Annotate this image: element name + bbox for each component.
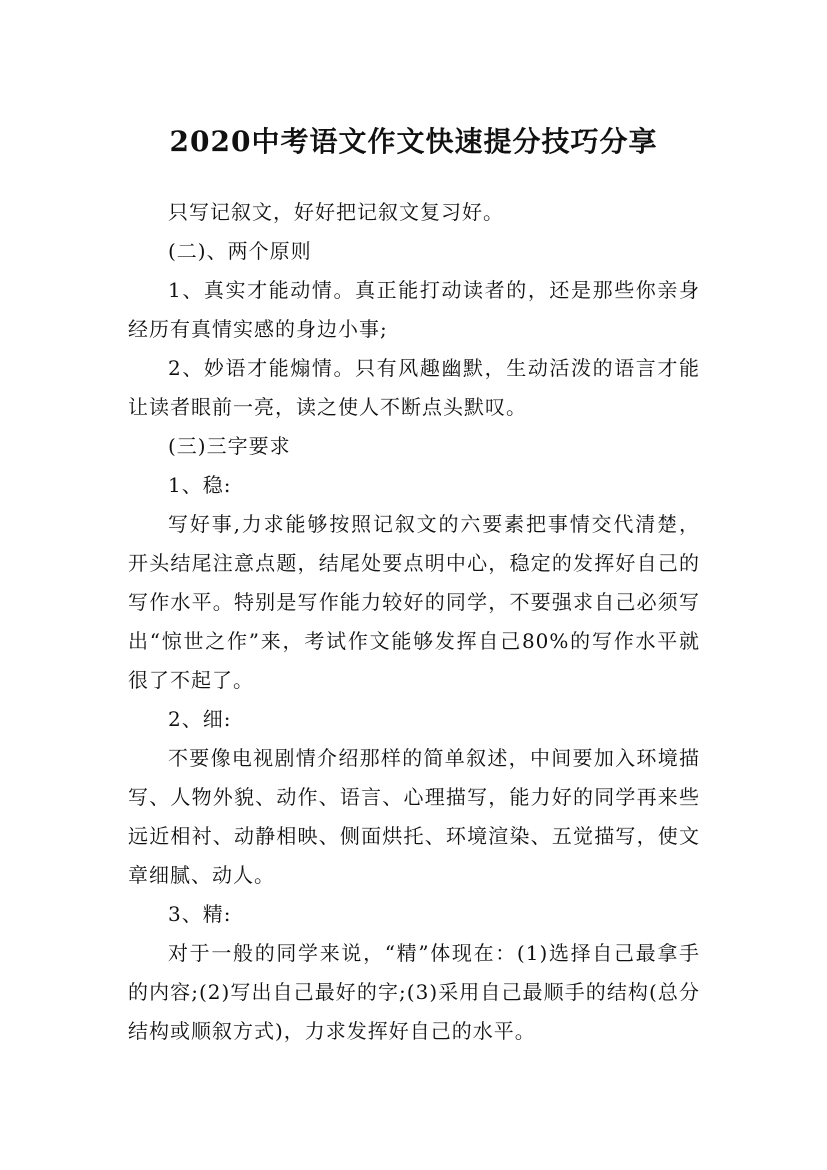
subheading-refined: 3、精:: [168, 902, 232, 926]
paragraph-refined: 对于一般的同学来说，“精”体现在：(1)选择自己最拿手的内容;(2)写出自己最好的字;(3)采用自己最顺手的结构(总分结构或顺叙方式)，力求发挥好自己的水平。: [128, 941, 700, 1043]
section-heading-three-requirements: (三)三字要求: [168, 434, 291, 458]
paragraph-principle-1: 1、真实才能动情。真正能打动读者的，还是那些你亲身经历有真情实感的身边小事;: [128, 278, 700, 341]
document-body: [128, 193, 700, 1051]
paragraph-principle-2: 2、妙语才能煽情。只有风趣幽默，生动活泼的语言才能让读者眼前一亮，读之使人不断点头默叹。: [128, 356, 700, 419]
paragraph-stable: 写好事,力求能够按照记叙文的六要素把事情交代清楚，开头结尾注意点题，结尾处要点明中心，稳定的发挥好自己的写作水平。特别是写作能力较好的同学，不要强求自己必须写出“惊世之作”来，考试作文能够发挥自己80%的写作水平就很了不起了。: [128, 512, 700, 692]
subheading-detailed: 2、细:: [168, 707, 232, 731]
paragraph-intro: 只写记叙文，好好把记叙文复习好。: [168, 200, 504, 224]
section-heading-two-principles: (二)、两个原则: [168, 239, 312, 263]
subheading-stable: 1、稳:: [168, 473, 232, 497]
document-title: 2020中考语文作文快速提分技巧分享: [169, 124, 658, 158]
paragraph-detailed: 不要像电视剧情介绍那样的简单叙述，中间要加入环境描写、人物外貌、动作、语言、心理描写，能力好的同学再来些远近相衬、动静相映、侧面烘托、环境渲染、五觉描写，使文章细腻、动人。: [128, 746, 700, 887]
